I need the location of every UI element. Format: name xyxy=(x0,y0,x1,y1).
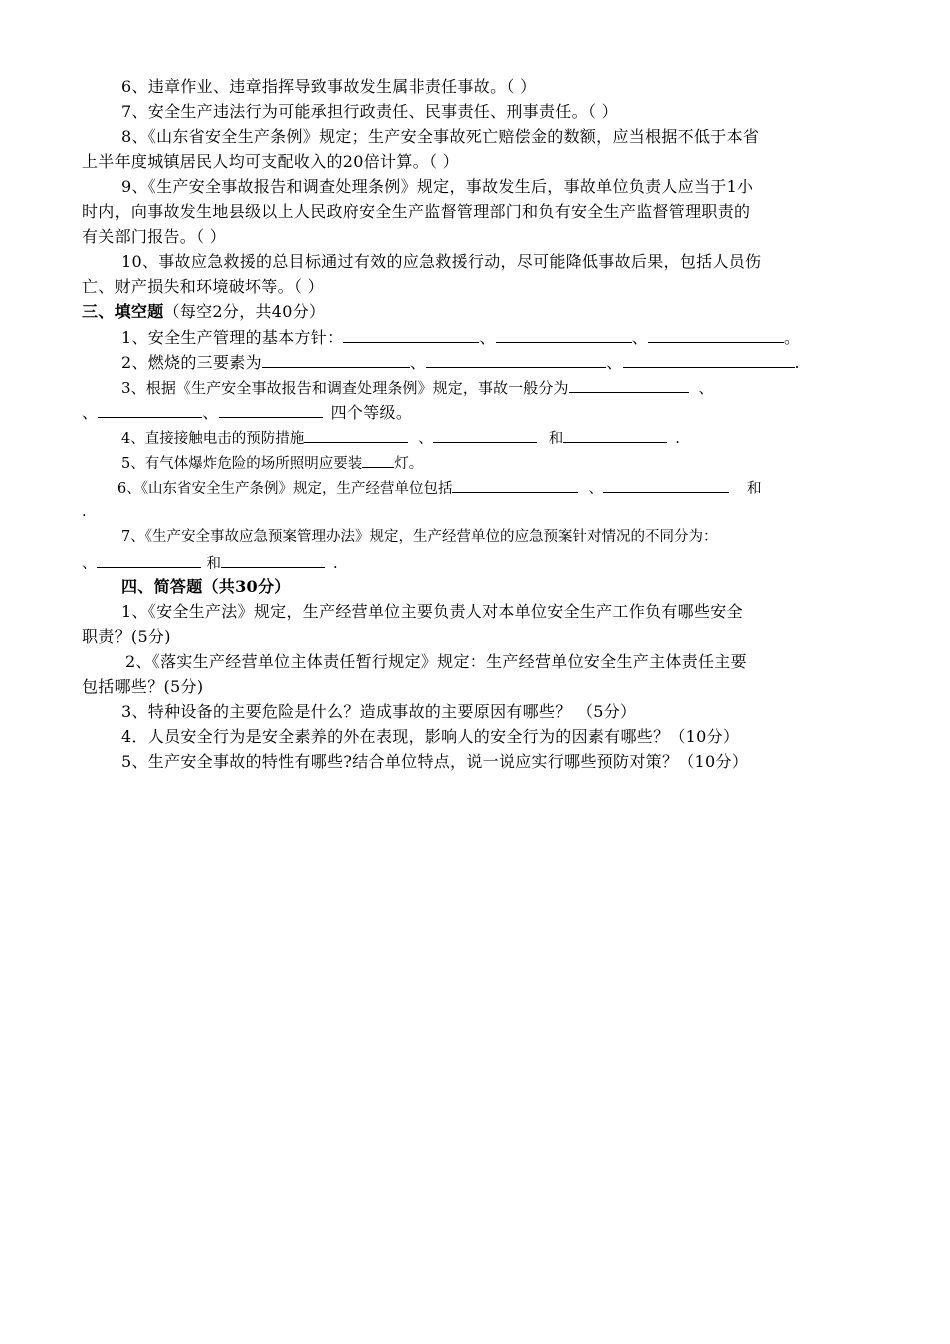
fill-q1-text: 1、安全生产管理的基本方针： xyxy=(121,328,344,347)
fill-q7-blank-1[interactable] xyxy=(97,550,201,568)
separator: 、 xyxy=(588,481,603,497)
fill-q6-text: 6、《山东省安全生产条例》规定，生产经营单位包括 xyxy=(117,481,453,497)
fill-q2-blank-2[interactable] xyxy=(426,350,606,368)
separator: 、 xyxy=(606,353,623,372)
fill-heading-score: （每空2分，共40分） xyxy=(163,302,326,321)
connector: 和 xyxy=(746,481,762,497)
short-q5: 5、生产安全事故的特性有哪些?结合单位特点，说一说应实行哪些预防对策？（10分） xyxy=(121,752,749,771)
fill-q2-text: 2、燃烧的三要素为 xyxy=(121,353,262,372)
separator: 、 xyxy=(698,379,714,397)
fill-q7-line1: 7、《生产安全事故应急预案管理办法》规定，生产经营单位的应急预案针对情况的不同分为： xyxy=(121,529,718,545)
end-mark: . xyxy=(333,556,338,572)
connector: 和 xyxy=(206,556,221,572)
judgement-q6: 6、违章作业、违章指挥导致事故发生属非责任事故。（ ） xyxy=(121,77,537,96)
fill-q1 xyxy=(121,325,800,349)
fill-q5-tail: 灯。 xyxy=(394,456,424,472)
judgement-q10-line2: 亡、财产损失和环境破坏等。（ ） xyxy=(82,277,324,296)
fill-q7-line2 xyxy=(82,550,338,574)
fill-q3-blank-1[interactable] xyxy=(569,375,689,393)
fill-q5 xyxy=(121,450,423,474)
short-q1-line1: 1、《安全生产法》规定，生产经营单位主要负责人对本单位安全生产工作负有哪些安全 xyxy=(121,602,743,621)
judgement-q10-line1: 10、事故应急救援的总目标通过有效的应急救援行动，尽可能降低事故后果，包括人员伤 xyxy=(121,252,762,271)
short-q2-line1: 2、《落实生产经营单位主体责任暂行规定》规定：生产经营单位安全生产主体责任主要 xyxy=(125,652,747,671)
fill-q3-blank-2[interactable] xyxy=(98,400,202,418)
fill-q3-text: 3、根据《生产安全事故报告和调查处理条例》规定，事故一般分为 xyxy=(121,379,569,397)
fill-q3-line1 xyxy=(121,375,714,399)
separator: 、 xyxy=(82,556,97,572)
fill-q6-blank-1[interactable] xyxy=(452,475,578,493)
fill-q5-blank[interactable] xyxy=(362,450,394,468)
judgement-q9-line1: 9、《生产安全事故报告和调查处理条例》规定，事故发生后，事故单位负责人应当于1小 xyxy=(121,177,754,196)
end-mark: . xyxy=(675,431,680,447)
fill-section-heading xyxy=(82,300,325,324)
fill-q1-blank-2[interactable] xyxy=(496,325,632,343)
short-q1-line2: 职责？(5分) xyxy=(82,627,171,646)
judgement-q7: 7、安全生产违法行为可能承担行政责任、民事责任、刑事责任。（ ） xyxy=(121,102,618,121)
end-mark: 。 xyxy=(784,328,801,347)
fill-q1-blank-3[interactable] xyxy=(648,325,784,343)
fill-q2-blank-1[interactable] xyxy=(262,350,410,368)
fill-q4 xyxy=(121,425,680,449)
judgement-q8-line2: 上半年度城镇居民人均可支配收入的20倍计算。（ ） xyxy=(82,152,459,171)
fill-q4-text: 4、直接接触电击的预防措施 xyxy=(121,431,305,447)
fill-q4-blank-3[interactable] xyxy=(563,425,667,443)
separator: 、 xyxy=(418,431,433,447)
fill-q6-blank-2[interactable] xyxy=(603,475,729,493)
judgement-q9-line3: 有关部门报告。（ ） xyxy=(82,227,227,246)
short-q3: 3、特种设备的主要危险是什么？造成事故的主要原因有哪些？ （5分） xyxy=(121,702,637,721)
connector: 和 xyxy=(548,431,564,447)
fill-q3-line2 xyxy=(82,400,412,424)
judgement-q8-line1: 8、《山东省安全生产条例》规定；生产安全事故死亡赔偿金的数额，应当根据不低于本省 xyxy=(121,127,760,146)
short-q4: 4．人员安全行为是安全素养的外在表现，影响人的安全行为的因素有哪些？（10分） xyxy=(121,727,740,746)
fill-q4-blank-1[interactable] xyxy=(304,425,408,443)
fill-q2 xyxy=(121,350,800,374)
fill-q3-blank-3[interactable] xyxy=(219,400,323,418)
judgement-q9-line2: 时内，向事故发生地县级以上人民政府安全生产监督管理部门和负有安全生产监督管理职责的 xyxy=(82,202,751,221)
fill-q1-blank-1[interactable] xyxy=(343,325,479,343)
end-mark: . xyxy=(794,353,800,372)
short-section-heading: 四、简答题（共30分） xyxy=(121,577,291,596)
fill-q7-blank-2[interactable] xyxy=(221,550,325,568)
separator: 、 xyxy=(631,328,649,347)
fill-q2-blank-3[interactable] xyxy=(623,350,795,368)
separator: 、 xyxy=(82,403,99,422)
fill-q4-blank-2[interactable] xyxy=(433,425,537,443)
fill-q6-line2: . xyxy=(82,504,87,520)
short-q2-line2: 包括哪些？(5分) xyxy=(82,677,204,696)
separator: 、 xyxy=(409,353,427,372)
fill-heading-title: 三、填空题 xyxy=(82,302,164,321)
separator: 、 xyxy=(479,328,496,347)
fill-q5-text: 5、有气体爆炸危险的场所照明应要装 xyxy=(121,456,363,472)
fill-q6 xyxy=(117,475,761,499)
separator: 、 xyxy=(202,403,219,422)
fill-q3-tail: 四个等级。 xyxy=(330,403,413,422)
